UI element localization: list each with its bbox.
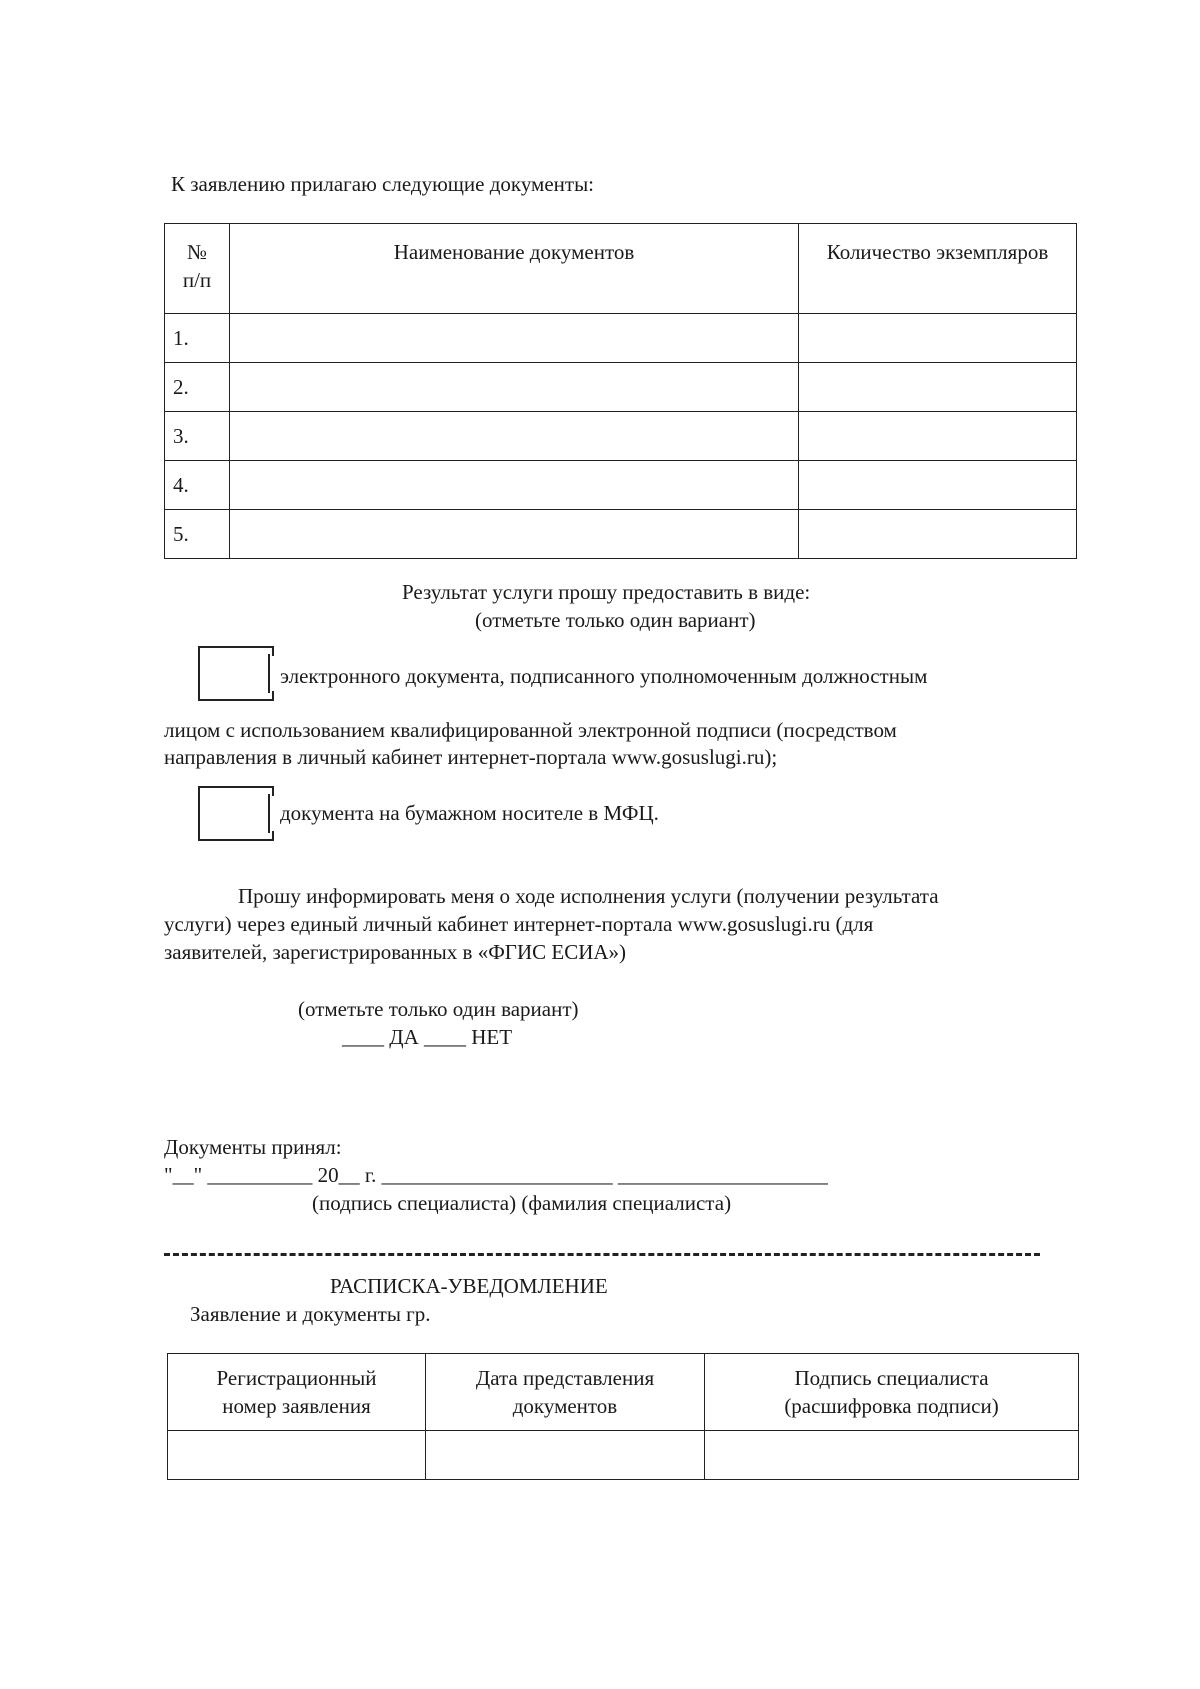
copies-cell[interactable] xyxy=(799,461,1077,510)
header-copies: Количество экземпляров xyxy=(799,224,1077,314)
signature-caption: (подпись специалиста) (фамилия специалиста) xyxy=(312,1191,732,1215)
electronic-document-checkbox[interactable] xyxy=(198,646,268,701)
header-specialist-signature xyxy=(705,1354,1079,1431)
header-specialist-signature-text: Подпись специалиста (расшифровка подписи) xyxy=(784,1366,999,1418)
doc-name-cell[interactable] xyxy=(230,363,799,412)
row-number: 3. xyxy=(165,412,230,461)
copies-cell[interactable] xyxy=(799,510,1077,559)
documents-table xyxy=(164,223,1077,559)
inform-hint: (отметьте только один вариант) xyxy=(298,997,579,1021)
table-row xyxy=(165,314,1077,363)
inform-line3: заявителей, зарегистрированных в «ФГИС ЕСИА») xyxy=(164,940,627,964)
yes-no-choice[interactable]: ____ ДА ____ НЕТ xyxy=(342,1025,513,1049)
option-electronic-line1: электронного документа, подписанного уполномоченным должностным xyxy=(280,664,928,688)
table-row xyxy=(165,412,1077,461)
table-row xyxy=(165,461,1077,510)
result-title: Результат услуги прошу предоставить в виде: xyxy=(402,580,811,604)
specialist-signature-cell[interactable] xyxy=(705,1431,1079,1480)
header-reg-number xyxy=(168,1354,426,1431)
copies-cell[interactable] xyxy=(799,363,1077,412)
row-number: 2. xyxy=(165,363,230,412)
receipt-header-row xyxy=(168,1354,1079,1431)
table-header-row xyxy=(165,224,1077,314)
copies-cell[interactable] xyxy=(799,314,1077,363)
intro-text: К заявлению прилагаю следующие документы: xyxy=(171,172,595,196)
submission-date-cell[interactable] xyxy=(426,1431,705,1480)
receipt-table xyxy=(167,1353,1079,1480)
cut-line-divider xyxy=(164,1253,1040,1256)
option-electronic-line3: направления в личный кабинет интернет-портала www.gosuslugi.ru); xyxy=(164,745,778,769)
doc-name-cell[interactable] xyxy=(230,510,799,559)
copies-cell[interactable] xyxy=(799,412,1077,461)
table-row xyxy=(165,363,1077,412)
header-submission-date xyxy=(426,1354,705,1431)
accepted-date-line[interactable]: "__" __________ 20__ г. ______________________ ____________________ xyxy=(164,1163,828,1187)
inform-line2: услуги) через единый личный кабинет интернет-портала www.gosuslugi.ru (для xyxy=(164,912,874,936)
table-row xyxy=(165,510,1077,559)
receipt-title: РАСПИСКА-УВЕДОМЛЕНИЕ xyxy=(330,1274,608,1298)
option-paper: документа на бумажном носителе в МФЦ. xyxy=(280,801,659,825)
row-number: 5. xyxy=(165,510,230,559)
reg-number-cell[interactable] xyxy=(168,1431,426,1480)
doc-name-cell[interactable] xyxy=(230,412,799,461)
header-doc-name: Наименование документов xyxy=(230,224,799,314)
row-number: 4. xyxy=(165,461,230,510)
result-hint: (отметьте только один вариант) xyxy=(475,608,756,632)
doc-name-cell[interactable] xyxy=(230,314,799,363)
accepted-label: Документы принял: xyxy=(164,1135,342,1159)
option-electronic-line2: лицом с использованием квалифицированной электронной подписи (посредством xyxy=(164,718,897,742)
header-reg-number-text: Регистрационный номер заявления xyxy=(216,1366,377,1418)
header-number xyxy=(165,224,230,314)
doc-name-cell[interactable] xyxy=(230,461,799,510)
receipt-subtitle: Заявление и документы гр. xyxy=(190,1302,431,1326)
paper-document-checkbox[interactable] xyxy=(198,786,268,841)
inform-line1: Прошу информировать меня о ходе исполнения услуги (получении результата xyxy=(238,884,939,908)
row-number: 1. xyxy=(165,314,230,363)
header-submission-date-text: Дата представления документов xyxy=(475,1366,655,1418)
header-number-text: № п/п xyxy=(182,240,212,292)
table-row xyxy=(168,1431,1079,1480)
